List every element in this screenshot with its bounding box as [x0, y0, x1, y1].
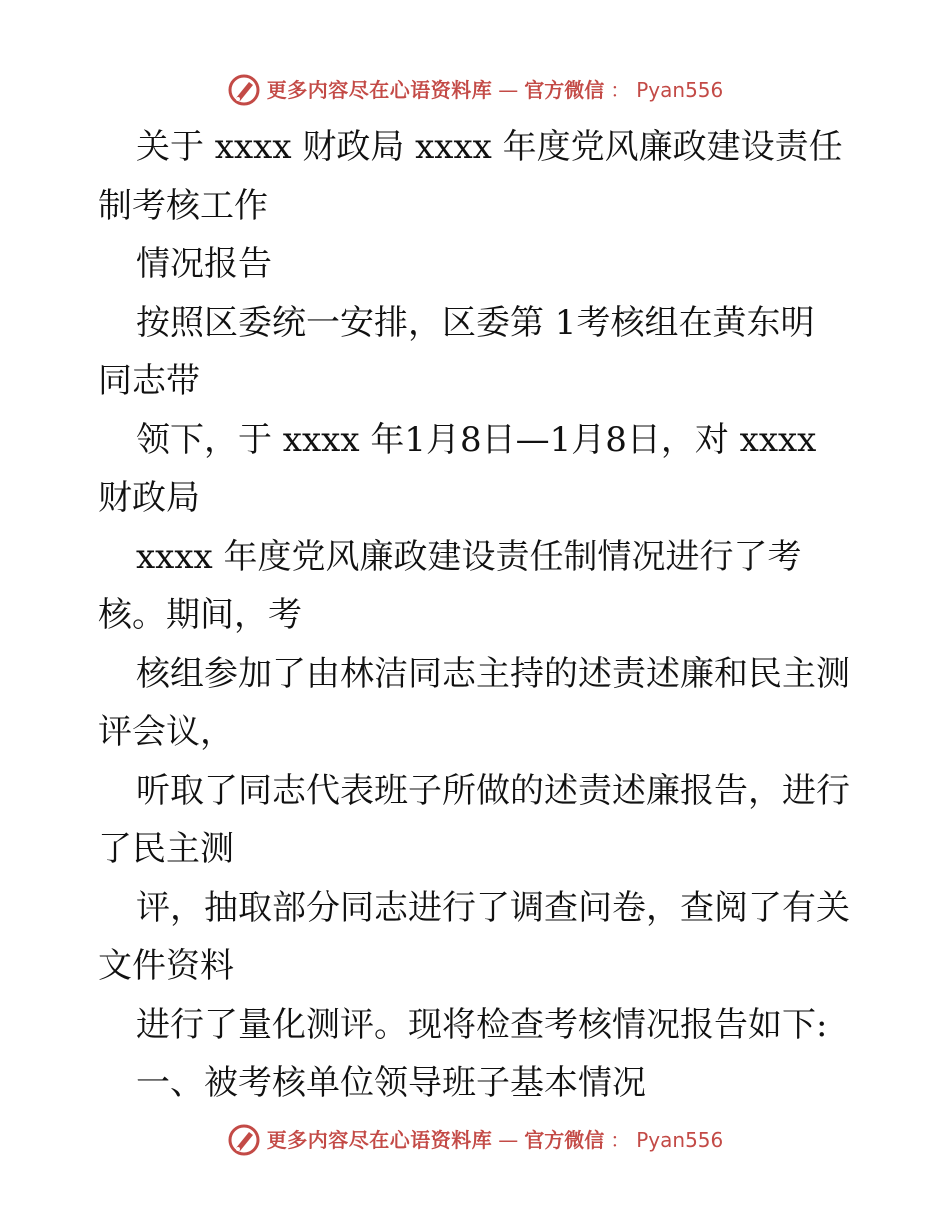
doc-line: 一、被考核单位领导班子基本情况 — [136, 1063, 646, 1103]
banner-dash: — — [498, 1128, 519, 1152]
doc-line: 情况报告 — [136, 244, 272, 284]
banner-wechat-label: 官方微信 — [524, 78, 605, 102]
banner-site-text: 更多内容尽在心语资料库 — [266, 1128, 493, 1152]
doc-line: 关于 xxxx 财政局 xxxx 年度党风廉政建设责任 — [136, 127, 843, 167]
pen-circle-icon — [227, 73, 261, 107]
doc-line: 同志带 — [98, 361, 200, 401]
doc-line: 核组参加了由林洁同志主持的述责述廉和民主测 — [136, 653, 850, 694]
doc-line: 评会议， — [98, 712, 234, 752]
doc-line: 财政局 — [98, 478, 200, 518]
document-body — [98, 118, 858, 1113]
doc-line: 制考核工作 — [98, 185, 268, 226]
doc-line: 评，抽取部分同志进行了调查问卷，查阅了有关 — [136, 887, 850, 928]
banner-colon: ： — [610, 78, 631, 102]
doc-line: xxxx 年度党风廉政建设责任制情况进行了考 — [136, 536, 802, 577]
doc-line: 按照区委统一安排，区委第 1考核组在黄东明 — [136, 302, 815, 343]
doc-line: 进行了量化测评。现将检查考核情况报告如下: — [136, 1004, 828, 1045]
banner-wechat-label: 官方微信 — [524, 1128, 605, 1152]
banner-colon: ： — [610, 1128, 631, 1152]
doc-line: 了民主测 — [98, 829, 234, 869]
doc-line: 核。期间，考 — [98, 595, 302, 635]
header-banner — [0, 70, 950, 110]
banner-site-text: 更多内容尽在心语资料库 — [266, 78, 493, 102]
doc-line: 领下，于 xxxx 年1月8日—1月8日，对 xxxx — [136, 419, 817, 460]
doc-line: 听取了同志代表班子所做的述责述廉报告，进行 — [136, 770, 850, 811]
banner-dash: — — [498, 78, 519, 102]
pen-circle-icon — [227, 1123, 261, 1157]
doc-line: 文件资料 — [98, 946, 234, 986]
banner-handle: Pyan556 — [636, 1128, 724, 1152]
banner-handle: Pyan556 — [636, 78, 724, 102]
footer-banner — [0, 1120, 950, 1160]
